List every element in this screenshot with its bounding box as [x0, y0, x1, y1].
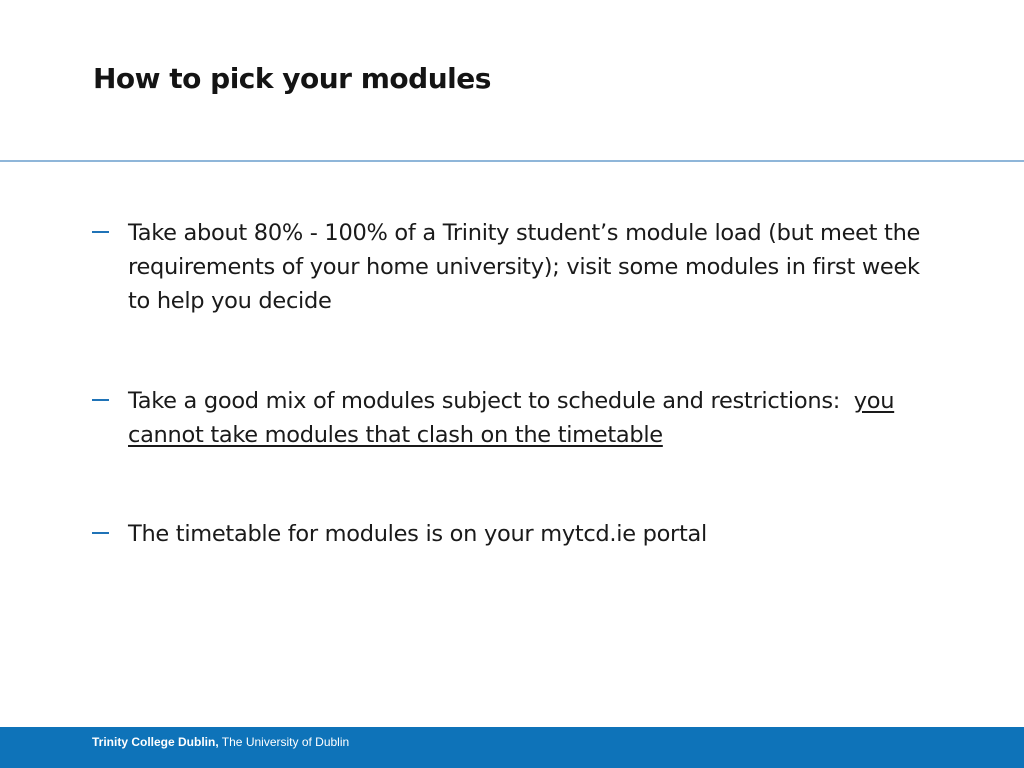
slide-title: How to pick your modules: [93, 62, 491, 95]
footer-institution: Trinity College Dublin,: [92, 735, 219, 749]
bullet-text: [128, 384, 928, 452]
dash-bullet-icon: [92, 532, 109, 534]
footer-subtitle: The University of Dublin: [218, 735, 350, 749]
bullet-text: Take about 80% - 100% of a Trinity student’s module load (but meet the requirements of your home university); visit some modules in first week to help you decide: [128, 220, 921, 314]
bullet-text-plain: Take a good mix of modules subject to schedule and restrictions:: [128, 388, 854, 414]
footer-bar: [0, 727, 1024, 768]
footer-text: [92, 735, 349, 749]
bullet-text-underlined: you cannot take modules that clash on the timetable: [128, 388, 895, 448]
dash-bullet-icon: [92, 231, 109, 233]
dash-bullet-icon: [92, 399, 109, 401]
bullet-text: The timetable for modules is on your mytcd.ie portal: [128, 521, 707, 547]
title-divider: [0, 160, 1024, 162]
